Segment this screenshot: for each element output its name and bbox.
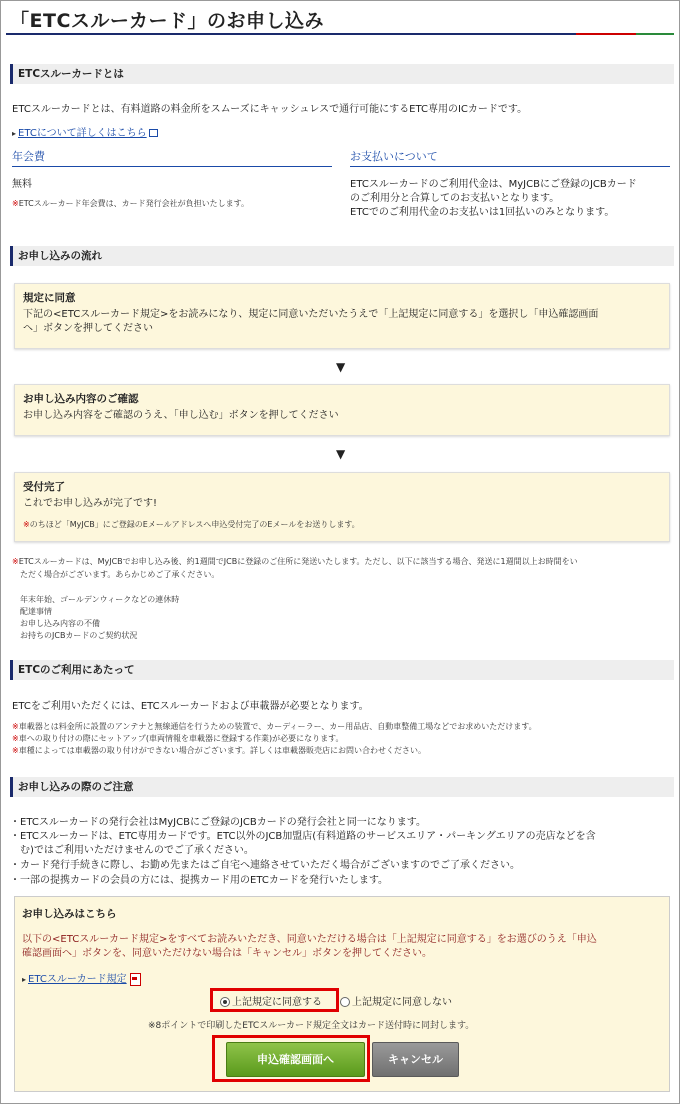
flow-notice-line-2: ただく場合がございます。あらかじめご了承ください。 [20, 570, 220, 579]
etc-details-link-row[interactable] [12, 124, 158, 139]
flow-step-confirm [14, 384, 670, 436]
step-line: これでお申し込みが完了です! [23, 498, 158, 509]
caution-item: む)ではご利用いただけませんのでご了承ください。 [10, 845, 254, 856]
cancel-button[interactable]: キャンセル [372, 1042, 459, 1077]
payment-line-1: ETCスルーカードのご利用代金は、MyJCBにご登録のJCBカード [350, 179, 637, 190]
rules-link[interactable]: ETCスルーカード規定 [28, 974, 127, 985]
fee-value: 無料 [12, 179, 32, 190]
point-note: ※8ポイントで印刷したETCスルーカード規定全文はカード送付時に同封します。 [148, 1021, 475, 1031]
step-note: ※のちほど「MyJCB」にご登録のEメールアドレスへ申込受付完了のEメールをお送りします。 [23, 520, 360, 529]
agree-radio[interactable]: 上記規定に同意する [220, 993, 322, 1008]
usage-note: ※車載器とは料金所に設置のアンテナと無線通信を行うための装置で、カーディーラー、カー用品店、自動車整備工場などでお求めいただけます。 [12, 722, 537, 731]
etc-details-link[interactable]: ETCについて詳しくはこちら [18, 128, 147, 139]
step-title: 受付完了 [23, 481, 65, 493]
title-underline [6, 33, 674, 35]
external-link-icon [149, 129, 158, 137]
about-description: ETCスルーカードとは、有料道路の料金所をスムーズにキャッシュレスで通行可能にするETC専用のICカードです。 [12, 104, 528, 115]
apply-heading: お申し込みはこちら [22, 908, 117, 920]
usage-note: ※車への取り付けの際にセットアップ(車両情報を車載器に登録する作業)が必要になります。 [12, 734, 344, 743]
apply-desc-line-2: 確認画面へ」ボタンを、同意いただけない場合は「キャンセル」ボタンを押してください。 [22, 948, 432, 959]
payment-line-2: のご利用分と合算してのお支払いとなります。 [350, 193, 560, 204]
step-title: 規定に同意 [23, 292, 76, 304]
step-line: 下記の<ETCスルーカード規定>をお読みになり、規定に同意いただいたうえで「上記規定に同意する」を選択し「申込確認画面 [23, 309, 599, 320]
step-line: お申し込み内容をご確認のうえ、「申し込む」ボタンを押してください [23, 410, 339, 421]
payment-heading: お支払いについて [350, 148, 670, 167]
fee-heading: 年会費 [12, 148, 332, 167]
caution-item: ・一部の提携カードの会員の方には、提携カード用のETCカードを発行いたします。 [10, 875, 389, 886]
section-heading-flow: お申し込みの流れ [10, 246, 674, 266]
step-line: へ」ボタンを押してください [23, 323, 153, 334]
radio-unchecked-icon[interactable] [340, 997, 350, 1007]
caution-item: ・カード発行手続きに際し、お勤め先またはご自宅へ連絡させていただく場合がございますのでご了承ください。 [10, 860, 520, 871]
section-heading-usage: ETCのご利用にあたって [10, 660, 674, 680]
payment-line-3: ETCでのご利用代金のお支払いは1回払いのみとなります。 [350, 207, 615, 218]
apply-desc-line-1: 以下の<ETCスルーカード規定>をすべてお読みいただき、同意いただける場合は「上記規定に同意する」をお選びのうえ「申込 [22, 934, 597, 945]
delay-case: 年末年始、ゴールデンウィークなどの連休時 [20, 595, 180, 604]
down-arrow-icon: ▼ [336, 447, 346, 461]
confirm-button[interactable]: 申込確認画面へ [226, 1042, 365, 1077]
rules-link-row[interactable] [22, 970, 141, 986]
pdf-icon [130, 973, 141, 986]
delay-case: お申し込み内容の不備 [20, 619, 100, 628]
delay-case: お持ちのJCBカードのご契約状況 [20, 631, 138, 640]
caution-item: ・ETCスルーカードの発行会社はMyJCBにご登録のJCBカードの発行会社と同一になります。 [10, 817, 426, 828]
flow-notice-line-1: ※ETCスルーカードは、MyJCBでお申し込み後、約1週間でJCBに登録のご住所に発送いたします。ただし、以下に該当する場合、発送に1週間以上お時間をい [12, 557, 578, 566]
usage-note: ※車種によっては車載器の取り付けができない場合がございます。詳しくは車載器販売店にお問い合わせください。 [12, 746, 427, 755]
radio-checked-icon[interactable] [220, 997, 230, 1007]
step-title: お申し込み内容のご確認 [23, 393, 139, 405]
flow-step-agree [14, 283, 670, 349]
section-heading-about: ETCスルーカードとは [10, 64, 674, 84]
disagree-radio[interactable]: 上記規定に同意しない [340, 993, 452, 1008]
caution-item: ・ETCスルーカードは、ETC専用カードです。ETC以外のJCB加盟店(有料道路のサービスエリア・パーキングエリアの売店などを含 [10, 831, 596, 842]
page-title: 「ETCスルーカード」のお申し込み [10, 10, 325, 32]
delay-case: 配達事情 [20, 607, 52, 616]
section-heading-caution: お申し込みの際のご注意 [10, 777, 674, 797]
down-arrow-icon: ▼ [336, 360, 346, 374]
flow-step-complete [14, 472, 670, 542]
fee-note: ※ETCスルーカード年会費は、カード発行会社が負担いたします。 [12, 199, 249, 208]
usage-description: ETCをご利用いただくには、ETCスルーカードおよび車載器が必要となります。 [12, 701, 369, 712]
